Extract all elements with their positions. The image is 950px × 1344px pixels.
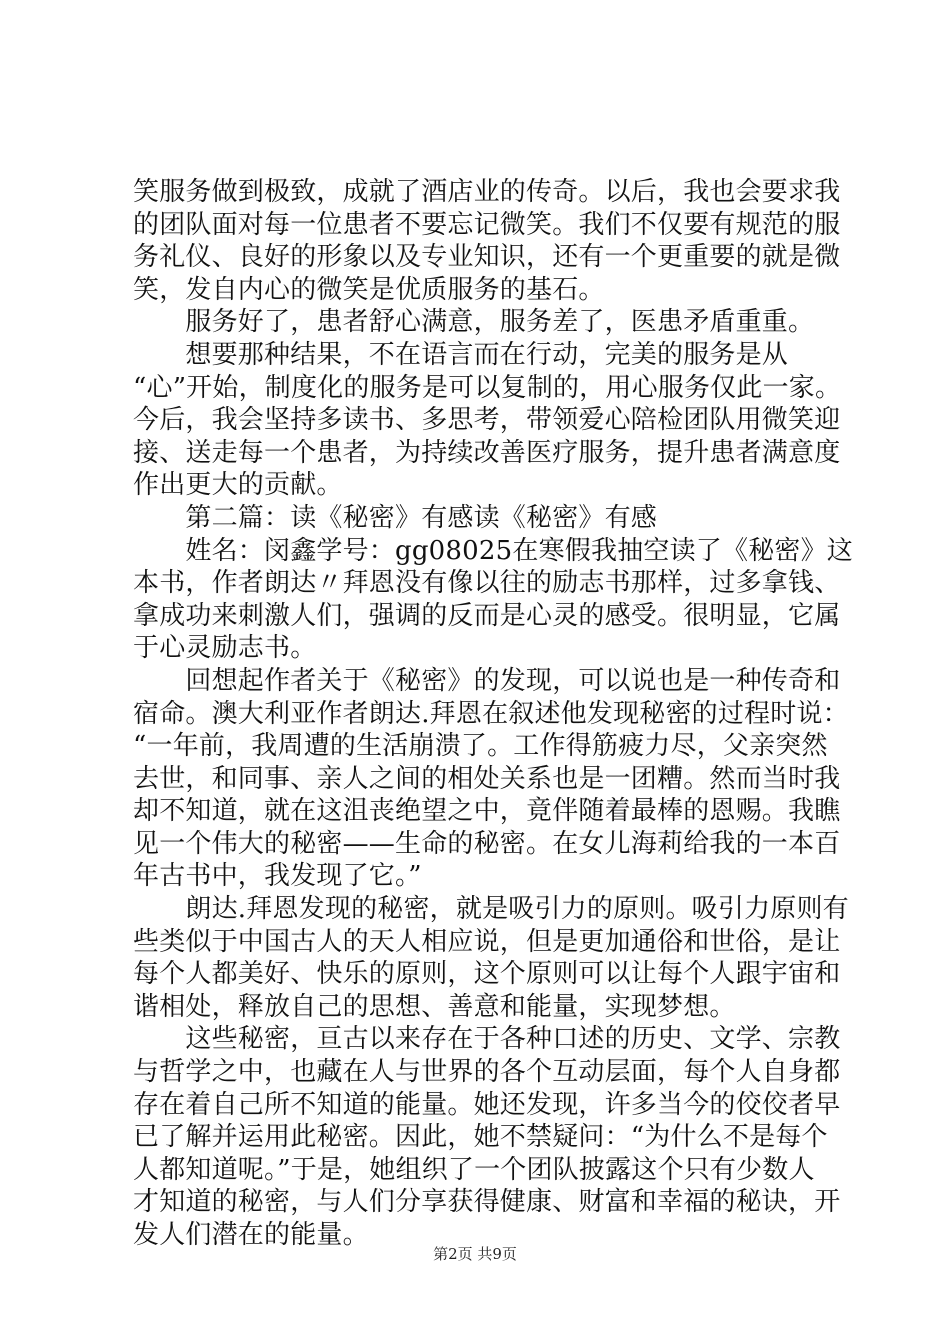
text-line: 却不知道，就在这沮丧绝望之中，竟伴随着最棒的恩赐。我瞧 <box>133 796 841 827</box>
text-line: 的团队面对每一位患者不要忘记微笑。我们不仅要有规范的服 <box>133 209 841 240</box>
text-line: 笑，发自内心的微笑是优质服务的基石。 <box>133 274 605 305</box>
section-heading: 第二篇：读《秘密》有感读《秘密》有感 <box>133 502 658 533</box>
text-line: 每个人都美好、快乐的原则，这个原则可以让每个人跟宇宙和 <box>133 959 841 990</box>
text-line: 与哲学之中，也藏在人与世界的各个互动层面，每个人自身都 <box>133 1057 841 1088</box>
text-line: 才知道的秘密，与人们分享获得健康、财富和幸福的秘诀，开 <box>133 1187 841 1218</box>
text-line: 谐相处，释放自己的思想、善意和能量，实现梦想。 <box>133 991 736 1022</box>
text-line: 去世，和同事、亲人之间的相处关系也是一团糟。然而当时我 <box>133 763 841 794</box>
text-line: 想要那种结果，不在语言而在行动，完美的服务是从 <box>133 339 789 370</box>
text-line: 些类似于中国古人的天人相应说，但是更加通俗和世俗，是让 <box>133 926 841 957</box>
text-line: 存在着自己所不知道的能量。她还发现，许多当今的佼佼者早 <box>133 1089 841 1120</box>
text-line: 这些秘密，亘古以来存在于各种口述的历史、文学、宗教 <box>133 1024 841 1055</box>
text-line: “心”开始，制度化的服务是可以复制的，用心服务仅此一家。 <box>133 372 842 403</box>
text-line: 见一个伟大的秘密——生命的秘密。在女儿海莉给我的一本百 <box>133 828 841 859</box>
text-line: 服务好了，患者舒心满意，服务差了，医患矛盾重重。 <box>133 307 815 338</box>
text-line: 笑服务做到极致，成就了酒店业的传奇。以后，我也会要求我 <box>133 177 841 207</box>
text-line: 接、送走每一个患者，为持续改善医疗服务，提升患者满意度 <box>133 437 841 468</box>
text-line: 作出更大的贡献。 <box>133 470 343 501</box>
text-line: 人都知道呢。”于是，她组织了一个团队披露这个只有少数人 <box>133 1154 815 1185</box>
text-line: 年古书中，我发现了它。” <box>133 861 422 892</box>
document-body <box>133 176 853 1252</box>
text-line: “一年前，我周遭的生活崩溃了。工作得筋疲力尽，父亲突然 <box>133 731 828 762</box>
text-line: 发人们潜在的能量。 <box>133 1220 369 1250</box>
text-line: 本书，作者朗达〃拜恩没有像以往的励志书那样，过多拿钱、 <box>133 568 841 599</box>
text-line: 务礼仪、良好的形象以及专业知识，还有一个更重要的就是微 <box>133 242 841 273</box>
text-line: 朗达.拜恩发现的秘密，就是吸引力的原则。吸引力原则有 <box>133 894 849 925</box>
text-line: 今后，我会坚持多读书、多思考，带领爱心陪检团队用微笑迎 <box>133 405 841 436</box>
page-number-footer: 第2页 共9页 <box>433 1245 517 1263</box>
text-line: 回想起作者关于《秘密》的发现，可以说也是一种传奇和 <box>133 665 841 696</box>
text-line: 宿命。澳大利亚作者朗达.拜恩在叙述他发现秘密的过程时说： <box>133 698 849 729</box>
text-line: 拿成功来刺激人们，强调的反而是心灵的感受。很明显，它属 <box>133 600 841 631</box>
text-line: 姓名：闵鑫学号：gg08025在寒假我抽空读了《秘密》这 <box>133 535 853 566</box>
text-line: 于心灵励志书。 <box>133 633 317 664</box>
text-line: 已了解并运用此秘密。因此，她不禁疑问：“为什么不是每个 <box>133 1122 828 1153</box>
